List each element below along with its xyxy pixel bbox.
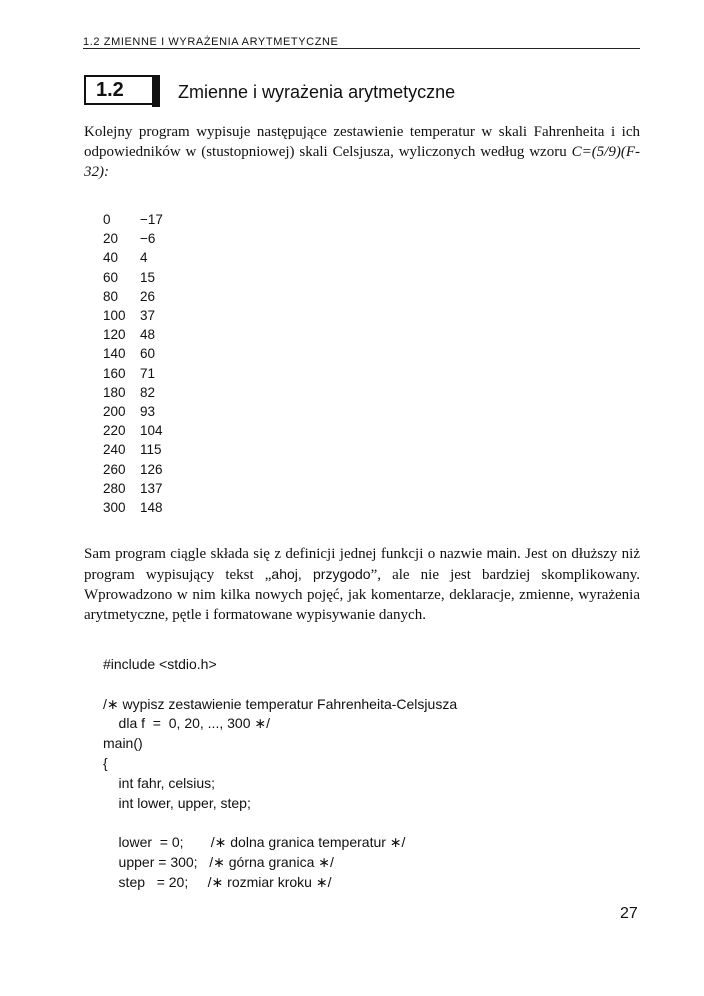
celsius-value: 48 (140, 327, 156, 343)
body-paragraph (84, 543, 640, 625)
temperature-table (103, 210, 180, 517)
table-row (103, 325, 180, 344)
fahrenheit-value: 240 (103, 442, 126, 458)
code-line: main() (103, 735, 143, 752)
celsius-value: 93 (140, 404, 156, 420)
table-row (103, 440, 180, 459)
body-text-3: ”, ale nie jest bardziej skomplikowany. Wprowadzono w nim kilka nowych pojęć, jak komentarze, deklaracje, zmienne, wyrażenia arytmetyczne, pętle i formatowane wypisywanie danych. (84, 567, 641, 623)
code-line: int fahr, celsius; (103, 774, 216, 791)
table-row (103, 287, 180, 306)
fahrenheit-value: 220 (103, 423, 126, 439)
code-line (103, 813, 457, 833)
table-row (103, 248, 180, 267)
body-text-1: Sam program ciągle składa się z definicji jednej funkcji o nazwie (84, 546, 487, 562)
code-line (103, 675, 457, 695)
table-row (103, 268, 180, 287)
table-row (103, 460, 180, 479)
fahrenheit-value: 260 (103, 461, 126, 477)
fahrenheit-value: 20 (103, 231, 119, 247)
code-line: /∗ wypisz zestawienie temperatur Fahrenheita-Celsjusza (103, 695, 458, 712)
body-text-2: . Jest on dłuższy niż program wypisujący tekst „ (84, 546, 640, 583)
section-number-box (84, 75, 160, 105)
code-line: lower = 0; /∗ dolna granica temperatur ∗/ (103, 834, 406, 851)
fahrenheit-value: 140 (103, 346, 126, 362)
celsius-value: 15 (140, 269, 156, 285)
section-title: Zmienne i wyrażenia arytmetyczne (178, 82, 456, 102)
fahrenheit-value: 0 (103, 212, 111, 227)
celsius-value: 115 (140, 442, 162, 458)
table-row (103, 210, 180, 229)
table-row (103, 306, 180, 325)
header-rule (83, 48, 640, 49)
celsius-value: 137 (140, 480, 163, 496)
celsius-value: 82 (140, 384, 156, 400)
code-line: upper = 300; /∗ górna granica ∗/ (103, 853, 334, 870)
fahrenheit-value: 100 (103, 308, 126, 324)
fahrenheit-value: 300 (103, 500, 126, 516)
fahrenheit-value: 280 (103, 480, 126, 496)
running-header (83, 36, 640, 52)
code-line: int lower, upper, step; (103, 794, 251, 811)
table-row (103, 344, 180, 363)
fahrenheit-value: 80 (103, 288, 119, 304)
code-line: step = 20; /∗ rozmiar kroku ∗/ (103, 873, 332, 890)
fahrenheit-value: 120 (103, 327, 126, 343)
fahrenheit-value: 40 (103, 250, 119, 266)
fahrenheit-value: 200 (103, 404, 126, 420)
code-line: dla f = 0, 20, ..., 300 ∗/ (103, 715, 270, 732)
fahrenheit-value: 60 (103, 269, 119, 285)
table-row (103, 498, 180, 517)
celsius-value: 60 (140, 346, 156, 362)
main-code: main (486, 545, 517, 561)
code-line: { (103, 754, 108, 771)
table-row (103, 364, 180, 383)
code-listing (103, 655, 457, 893)
celsius-value: 26 (140, 288, 156, 304)
celsius-value: −17 (140, 212, 163, 227)
table-row (103, 479, 180, 498)
celsius-value: 126 (140, 461, 163, 477)
celsius-value: 37 (140, 308, 156, 324)
formula: C=(5/9)(F-32): (84, 144, 640, 180)
table-row (103, 229, 180, 248)
running-title: 1.2 ZMIENNE I WYRAŻENIA ARYTMETYCZNE (83, 36, 343, 48)
intro-text: Kolejny program wypisuje następujące zestawienie temperatur w skali Fahrenheita i ich odpowiedników w (stustopniowej) skali Celsjusza, wyliczonych według wzoru (84, 124, 640, 160)
celsius-value: −6 (140, 231, 156, 247)
page-number: 27 (620, 905, 638, 922)
table-row (103, 402, 180, 421)
section-number: 1.2 (96, 79, 124, 101)
celsius-value: 71 (140, 365, 156, 381)
intro-paragraph (84, 122, 640, 182)
celsius-value: 104 (140, 423, 163, 439)
table-row (103, 383, 180, 402)
hello-code: ahoj, przygodo (271, 566, 371, 582)
section-box-shadow (152, 75, 160, 107)
fahrenheit-value: 160 (103, 365, 126, 381)
celsius-value: 148 (140, 500, 163, 516)
code-line: #include <stdio.h> (103, 656, 217, 672)
celsius-value: 4 (140, 250, 148, 266)
table-row (103, 421, 180, 440)
fahrenheit-value: 180 (103, 384, 126, 400)
